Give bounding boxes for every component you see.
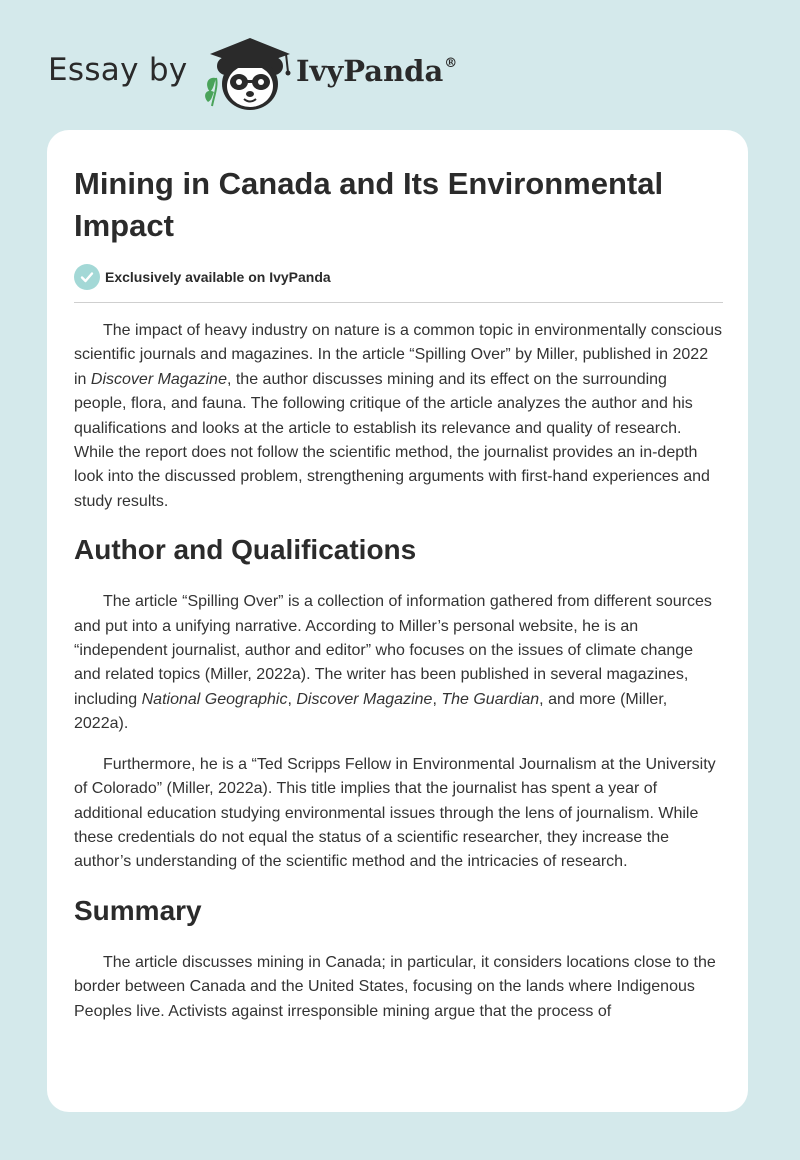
- essay-by-label: Essay by: [48, 52, 188, 88]
- author-paragraph-2: Furthermore, he is a “Ted Scripps Fellow in Environmental Journalism at the University of Colorado” (Miller, 2022a). This title implies that the journalist has spent a year of additional education studying environmental issues through the lens of journalism. While these credentials do not equal the status of a scientific researcher, they increase the author’s understanding of the scientific method and the intricacies of research.: [74, 755, 716, 871]
- section-heading-author: Author and Qualifications: [74, 534, 417, 566]
- site-header: [48, 34, 748, 114]
- divider: [74, 302, 723, 303]
- exclusive-badge-label: Exclusively available on IvyPanda: [105, 269, 331, 285]
- article-card: [47, 130, 748, 1112]
- ivypanda-brand-name[interactable]: IvyPanda®: [296, 54, 458, 88]
- panda-logo-icon[interactable]: [200, 34, 300, 114]
- exclusive-badge: [74, 263, 723, 291]
- summary-paragraph: The article discusses mining in Canada; in particular, it considers locations close to the border between Canada and the United States, focusing on the lands where Indigenous Peoples live. Activists against irresponsible mining argue that the process of: [74, 953, 716, 1020]
- article-content: [74, 163, 723, 1024]
- check-circle-icon: [74, 264, 100, 290]
- author-paragraph-1: The article “Spilling Over” is a collection of information gathered from different sources and put into a unifying narrative. According to Miller’s personal website, he is an “independent journalist, author and editor” who focuses on the issues of climate change and related topics (Miller, 2022a). The writer has been published in several magazines, including National Geographic, Discover Magazine, The Guardian, and more (Miller, 2022a).: [74, 593, 712, 733]
- article-title: Mining in Canada and Its Environmental Impact: [74, 166, 664, 243]
- section-heading-summary: Summary: [74, 894, 202, 926]
- intro-paragraph: The impact of heavy industry on nature is a common topic in environmentally conscious scientific journals and magazines. In the article “Spilling Over” by Miller, published in 2022 in Discover Magazine, the author discusses mining and its effect on the surrounding people, flora, and fauna. The following critique of the article analyzes the author and his qualifications and looks at the article to establish its relevance and quality of research. While the report does not follow the scientific method, the journalist provides an in-depth look into the discussed problem, strengthening arguments with first-hand experiences and study results.: [74, 322, 722, 510]
- registered-mark: ®: [444, 56, 458, 71]
